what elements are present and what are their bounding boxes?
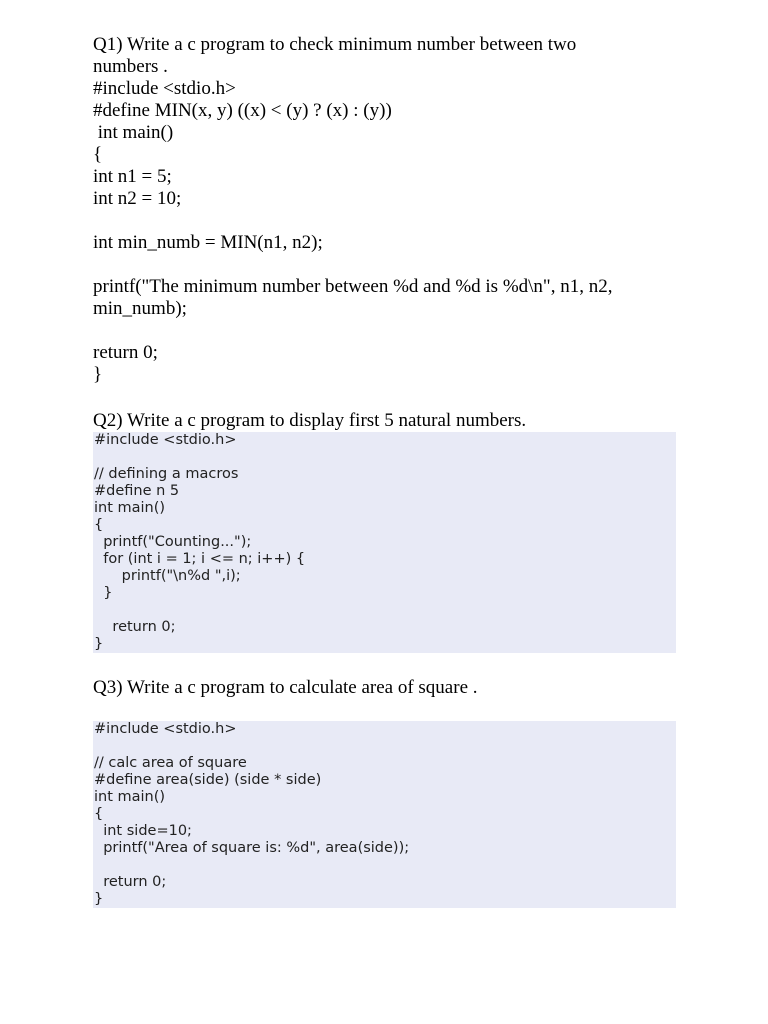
- q3-code-line: return 0;: [94, 874, 167, 890]
- question-3-title: Q3) Write a c program to calculate area of square .: [93, 677, 478, 698]
- q3-code-line: // calc area of square: [94, 755, 247, 771]
- q3-code-line: #include <stdio.h>: [94, 721, 237, 737]
- q3-code-line: {: [94, 806, 104, 822]
- q1-code-line: int min_numb = MIN(n1, n2);: [93, 232, 323, 253]
- q1-code-line: int n2 = 10;: [93, 188, 182, 209]
- q2-code-line: }: [94, 636, 104, 652]
- spacer: [93, 386, 676, 410]
- q2-code-line: #include <stdio.h>: [94, 432, 237, 448]
- q2-code-line: // defining a macros: [94, 466, 239, 482]
- q2-code-line: printf("\n%d ",i);: [94, 568, 241, 584]
- q2-code-line: [94, 449, 676, 466]
- q1-code-line: printf("The minimum number between %d and %d is %d\n", n1, n2,: [93, 276, 613, 297]
- q1-code-line: return 0;: [93, 342, 158, 363]
- q3-code-line: int side=10;: [94, 823, 192, 839]
- q2-code-line: }: [94, 585, 113, 601]
- q2-code-line: printf("Counting...");: [94, 534, 252, 550]
- q2-code-line: {: [94, 517, 104, 533]
- q1-code-line: min_numb);: [93, 298, 187, 319]
- q3-code-line: int main(): [94, 789, 166, 805]
- question-3-code-block: [93, 721, 676, 908]
- q2-code-line: for (int i = 1; i <= n; i++) {: [94, 551, 306, 567]
- spacer: [93, 699, 676, 721]
- q3-code-line: printf("Area of square is: %d", area(side));: [94, 840, 410, 856]
- q2-code-line: int main(): [94, 500, 166, 516]
- q1-code-line: {: [93, 144, 103, 165]
- q1-code-line: #include <stdio.h>: [93, 78, 236, 99]
- question-1-title-line: numbers .: [93, 56, 168, 77]
- q1-code-line: }: [93, 364, 103, 385]
- q2-code-line: #define n 5: [94, 483, 180, 499]
- question-2-title: Q2) Write a c program to display first 5 natural numbers.: [93, 410, 527, 431]
- q2-code-line: [94, 602, 676, 619]
- q1-code-line: int main(): [93, 122, 174, 143]
- q2-code-line: return 0;: [94, 619, 176, 635]
- q3-code-line: }: [94, 891, 104, 907]
- q1-code-line: [93, 254, 676, 276]
- q1-code-line: #define MIN(x, y) ((x) < (y) ? (x) : (y)): [93, 100, 392, 121]
- question-1-title-line: Q1) Write a c program to check minimum number between two: [93, 34, 577, 55]
- q3-code-line: [94, 857, 676, 874]
- question-1-section: [93, 34, 676, 386]
- spacer: [93, 653, 676, 677]
- q1-code-line: [93, 210, 676, 232]
- q3-code-line: #define area(side) (side * side): [94, 772, 322, 788]
- document-page: [93, 34, 676, 908]
- q3-code-line: [94, 738, 676, 755]
- q1-code-line: int n1 = 5;: [93, 166, 172, 187]
- question-2-code-block: [93, 432, 676, 653]
- q1-code-line: [93, 320, 676, 342]
